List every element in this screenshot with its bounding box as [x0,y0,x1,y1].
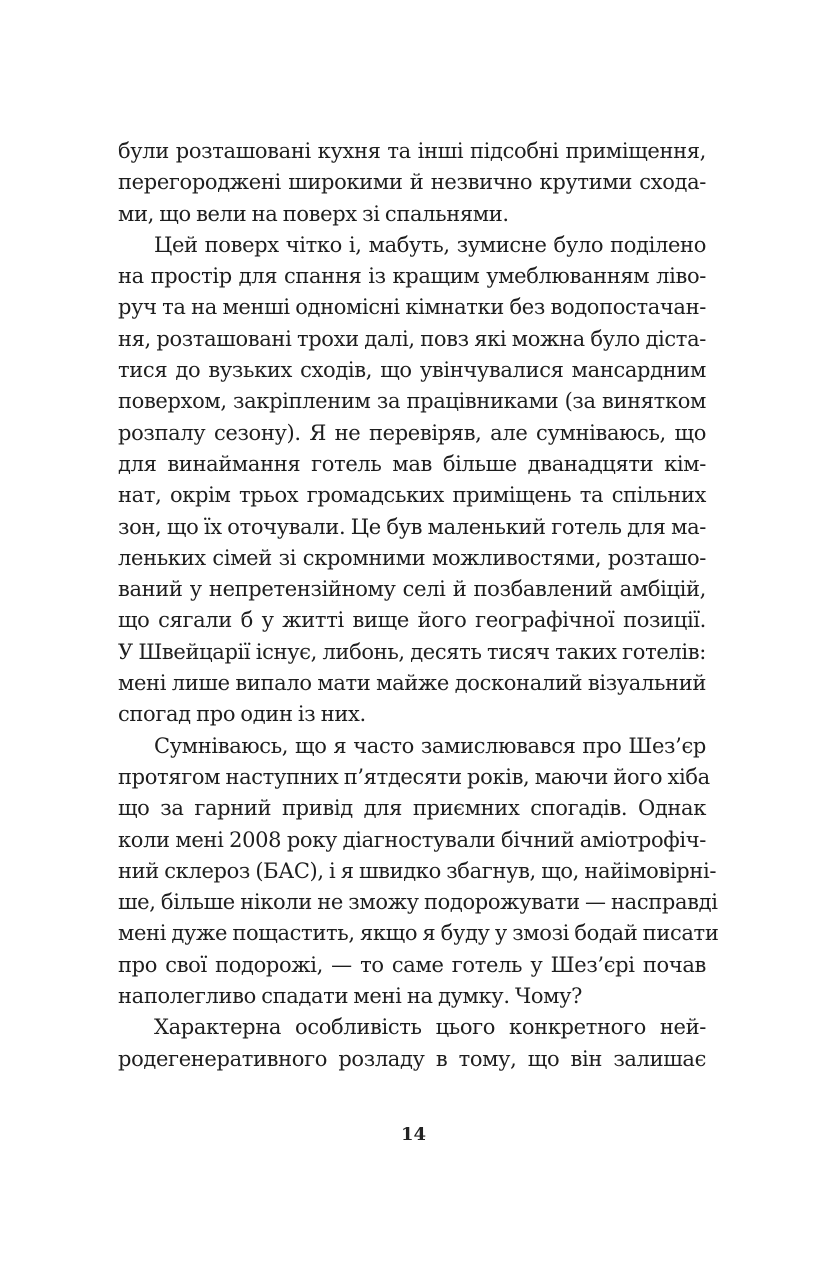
text-line: мені лише випало мати майже досконалий візуальний [118,671,706,696]
text-line: тися до вузьких сходів, що увінчувалися мансардним [118,358,706,383]
text-line: наполегливо спадати мені на думку. Чому? [118,984,583,1009]
text-line: спогад про один із них. [118,702,366,727]
text-line: ми, що вели на поверх зі спальнями. [118,201,509,226]
text-line: ше, більше ніколи не зможу подорожувати — насправді [118,890,718,915]
text-line: ня, розташовані трохи далі, повз які можна було діста- [118,326,706,351]
text-line: Характерна особливість цього конкретного ней- [154,1015,706,1040]
text-line: про свої подорожі, — то саме готель у Шез’єрі почав [118,952,706,977]
paragraph-4 [118,1012,706,1075]
body-text [118,136,719,1075]
text-line: для винаймання готель мав більше дванадцяти кім- [118,451,706,476]
text-line: родегенеративного розладу в тому, що він залишає [118,1046,706,1071]
text-line: що за гарний привід для приємних спогадів. Однак [118,796,706,821]
text-line: поверхом, закріпленим за працівниками (за винятком [118,389,706,414]
text-line: Цей поверх чітко і, мабуть, зумисне було поділено [154,232,706,257]
text-line: на простір для спання із кращим умеблюванням ліво- [118,264,706,289]
paragraph-1 [118,136,706,230]
text-line: Сумніваюсь, що я часто замислювався про Шез’єр [154,733,706,758]
paragraph-2 [118,230,706,731]
text-line: мені дуже пощастить, якщо я буду у змозі бодай писати [118,921,719,946]
text-line: протягом наступних п’ятдесяти років, маючи його хіба [118,764,710,789]
text-line: зон, що їх оточували. Це був маленький готель для ма- [118,514,706,539]
text-line: розпалу сезону). Я не перевіряв, але сумніваюсь, що [118,420,706,445]
paragraph-3 [118,731,719,1013]
text-line: У Швейцарії існує, либонь, десять тисяч таких готелів: [118,639,706,664]
text-line: що сягали б у житті вище його географічної позиції. [118,608,706,633]
text-line: нат, окрім трьох громадських приміщень та спільних [118,483,706,508]
text-line: леньких сімей зі скромними можливостями, розташо- [118,545,706,570]
text-line: руч та на менші одномісні кімнатки без водопостачан- [118,295,706,320]
page-number: 14 [400,1124,427,1145]
text-line: коли мені 2008 року діагностували бічний аміотрофіч- [118,827,706,852]
text-line: ний склероз (БАС), і я швидко збагнув, що, найімовірні- [118,858,717,883]
text-line: ваний у непретензійному селі й позбавлений амбіцій, [118,577,706,602]
text-line: були розташовані кухня та інші підсобні приміщення, [118,139,706,163]
text-line: перегороджені широкими й незвично крутими схода- [118,170,706,195]
